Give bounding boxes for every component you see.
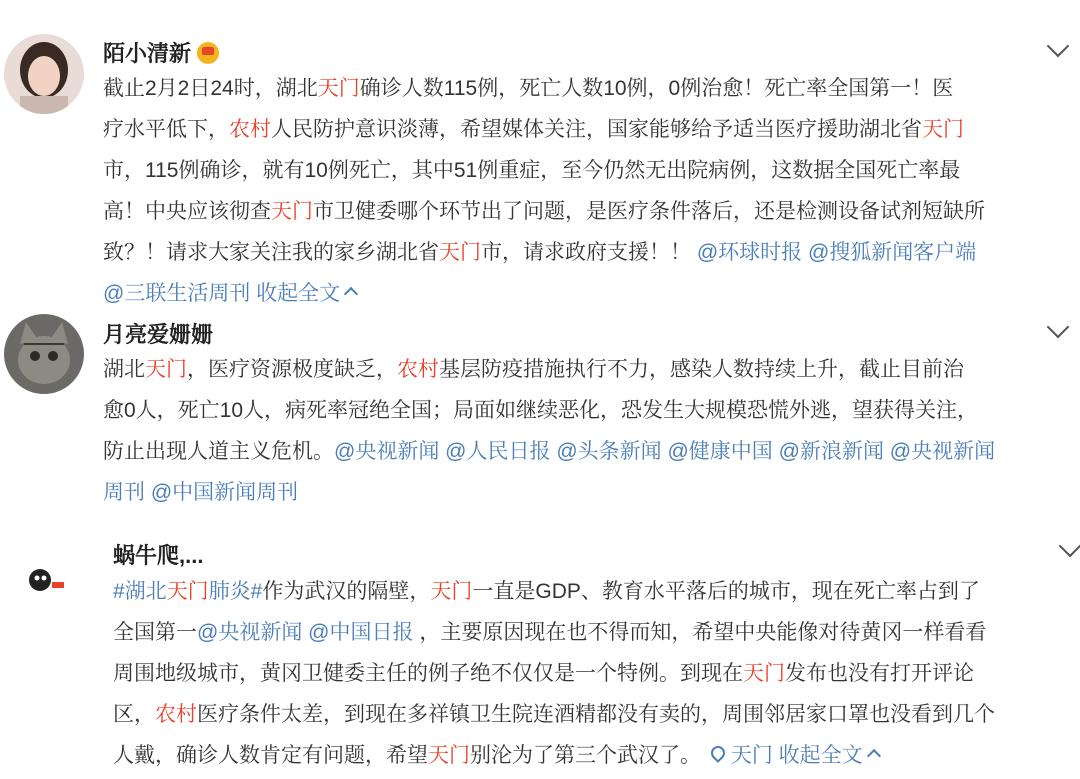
post-text: 发布也没有打开评论 [785,662,974,685]
keyword-highlight: 天门 [922,118,964,141]
post-text: 全国第一 [113,621,197,644]
chevron-up-icon[interactable] [867,749,881,763]
username[interactable] [103,318,213,349]
chevron-down-icon[interactable] [1059,535,1080,558]
post-body [103,68,1063,314]
post-body [113,571,1078,776]
collapse-full-text-link[interactable]: 收起全文 [772,744,863,767]
mention-link[interactable]: @央视新闻 [883,440,996,463]
username-text: 陌小清新 [103,41,192,66]
avatar[interactable] [24,560,66,602]
chevron-down-icon[interactable] [1047,35,1070,58]
collapse-full-text-link[interactable]: 收起全文 [250,282,341,305]
text-line [103,68,1063,109]
keyword-highlight: 天门 [166,580,209,603]
keyword-highlight: 天门 [145,358,187,381]
keyword-highlight: 农村 [155,703,197,726]
post-text: 截止2月2日24时，湖北 [103,77,318,100]
post-text: ，主要原因现在也不得而知，希望中央能像对待黄冈一样看看 [413,621,987,644]
location-link[interactable]: 天门 [730,744,773,767]
mention-link[interactable]: @中国新闻周刊 [145,481,299,504]
crown-badge-icon [197,42,219,64]
mention-link[interactable]: @人民日报 [439,440,551,463]
mention-link[interactable]: @环球时报 [691,241,803,264]
mention-link[interactable]: @头条新闻 [550,440,662,463]
keyword-highlight: 天门 [317,77,360,100]
keyword-highlight: 天门 [428,744,470,767]
post-text: 别沦为了第三个武汉了。 [470,744,707,767]
keyword-highlight: 天门 [439,241,481,264]
text-line [113,612,1078,653]
post-text: 湖北 [103,358,145,381]
username-text: 月亮爱姗姗 [103,322,214,347]
post-text: 疗水平低下， [103,118,229,141]
post-text: 周围地级城市，黄冈卫健委主任的例子绝不仅仅是一个特例。到现在 [113,662,743,685]
mention-link[interactable]: @中国日报 [302,621,414,644]
username[interactable] [103,37,219,68]
post-text: 防止出现人道主义危机。 [103,440,334,463]
post-text: 高！中央应该彻查 [103,200,271,223]
username-text: 蜗牛爬,... [113,543,204,568]
post-text: 市，请求政府支援！！ [481,241,691,264]
location-pin-icon [708,743,728,763]
post-body [103,349,1073,513]
post-text: ，医疗资源极度缺乏， [187,358,397,381]
mention-link[interactable]: @央视新闻 [334,440,440,463]
keyword-highlight: 天门 [743,662,785,685]
mention-link[interactable]: @央视新闻 [197,621,303,644]
chevron-down-icon[interactable] [1047,316,1070,339]
post-text: 作为武汉的隔壁， [262,580,431,603]
username[interactable] [113,539,203,570]
mention-link[interactable]: @搜狐新闻客户端 [802,241,977,264]
post-text: 一直是GDP、教育水平落后的城市，现在死亡率占到了 [472,580,980,603]
text-line [113,694,1078,735]
text-line [113,571,1078,612]
text-line [113,653,1078,694]
mention-link[interactable]: #湖北 [113,580,167,603]
text-line [103,390,1073,431]
text-line [103,273,1063,314]
post-text: 致？！请求大家关注我的家乡湖北省 [103,241,439,264]
text-line [103,109,1063,150]
keyword-highlight: 农村 [229,118,271,141]
text-line [103,472,1073,513]
mention-link[interactable]: @新浪新闻 [772,440,884,463]
mention-link[interactable]: 肺炎# [208,580,263,603]
post-text: 区， [113,703,155,726]
post-text: 人戴，确诊人数肯定有问题，希望 [113,744,428,767]
post-text: 基层防疫措施执行不力，感染人数持续上升，截止目前治 [439,358,964,381]
post-text: 人民防护意识淡薄，希望媒体关注，国家能够给予适当医疗援助湖北省 [271,118,922,141]
mention-link[interactable]: @三联生活周刊 [103,282,251,305]
avatar[interactable] [4,34,84,114]
keyword-highlight: 天门 [430,580,473,603]
mention-link[interactable]: 周刊 [103,481,145,504]
post-text: 市，115例确诊，就有10例死亡，其中51例重症，至今仍然无出院病例，这数据全国死亡率最 [103,159,961,182]
text-line [103,150,1063,191]
avatar[interactable] [4,314,84,394]
post-text: 愈0人，死亡10人，病死率冠绝全国；局面如继续恶化，恐发生大规模恐慌外逃，望获得关注， [103,399,979,422]
text-line [103,232,1063,273]
keyword-highlight: 农村 [397,358,439,381]
chevron-up-icon[interactable] [344,287,358,301]
text-line [103,431,1073,472]
post-text: 市卫健委哪个环节出了问题，是医疗条件落后，还是检测设备试剂短缺所 [313,200,985,223]
mention-link[interactable]: @健康中国 [661,440,773,463]
post-text: 医疗条件太差，到现在多祥镇卫生院连酒精都没有卖的，周围邻居家口罩也没看到几个 [197,703,995,726]
keyword-highlight: 天门 [271,200,313,223]
text-line [113,735,1078,776]
text-line [103,191,1063,232]
text-line [103,349,1073,390]
post-text: 确诊人数115例，死亡人数10例，0例治愈！死亡率全国第一！医 [359,77,954,100]
